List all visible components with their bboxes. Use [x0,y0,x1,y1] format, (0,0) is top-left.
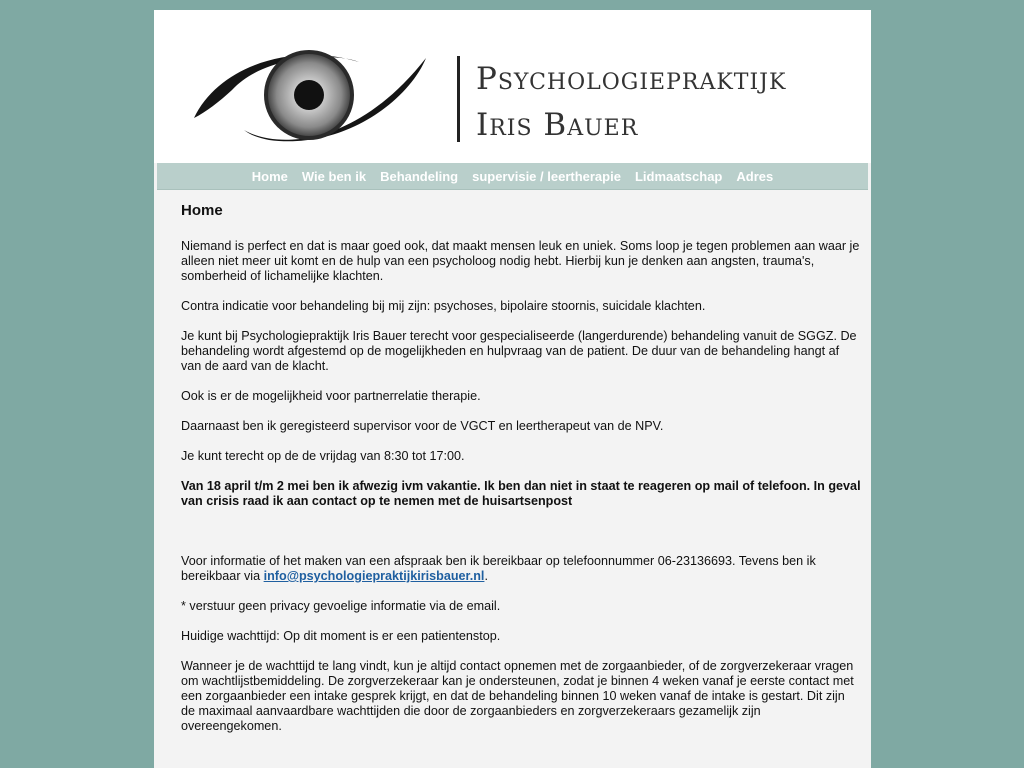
main-content [181,202,861,749]
main-nav [157,163,868,190]
contra-indication-paragraph: Contra indicatie voor behandeling bij mij zijn: psychoses, bipolaire stoornis, suicidale klachten. [181,299,706,313]
nav-adres[interactable]: Adres [736,168,774,184]
supervisor-paragraph: Daarnaast ben ik geregisteerd supervisor voor de VGCT en leertherapeut van de NPV. [181,419,664,433]
vacation-notice: Van 18 april t/m 2 mei ben ik afwezig ivm vakantie. Ik ben dan niet in staat te reageren op mail of telefoon. In geval van crisis raad ik aan contact op te nemen met de huisartsenpost [181,479,861,508]
email-link[interactable]: info@psychologiepraktijkirisbauer.nl [263,569,485,583]
contact-end: . [484,569,488,583]
privacy-note: * verstuur geen privacy gevoelige informatie via de email. [181,599,501,613]
partner-therapy-paragraph: Ook is er de mogelijkheid voor partnerrelatie therapie. [181,389,481,403]
waittime-paragraph: Huidige wachttijd: Op dit moment is er een patientenstop. [181,629,501,643]
contact-text: Voor informatie of het maken van een afspraak ben ik bereikbaar op telefoonnummer 06-23136693. Tevens ben ik bereikbaar via [181,554,816,583]
eye-logo-icon [184,40,434,150]
logo-title-line2: Iris Bauer [476,107,639,143]
page-title: Home [181,202,223,219]
waittime-info-paragraph: Wanneer je de wachttijd te lang vindt, kun je altijd contact opnemen met de zorgaanbieder, of de zorgverzekeraar vragen om wachtlijstbemiddeling. De zorgverzekeraar kan je ondersteunen, zodat je binnen 4 weken vanaf je eerste contact met een zorgaanbieder een intake gesprek krijgt, en dat de behandeling binnen 10 weken vanaf de intake is gestart. Dit zijn de maximaal aanvaardbare wachttijden die door de zorgaanbieders en zorgverzekeraars gezamelijk zijn overeengekomen. [181,659,854,733]
nav-supervisie[interactable]: supervisie / leertherapie [472,168,621,184]
intro-paragraph: Niemand is perfect en dat is maar goed ook, dat maakt mensen leuk en uniek. Soms loop je tegen problemen aan waar je alleen niet meer uit komt en de hulp van een psycholoog nodig hebt. Hierbij kun je denken aan angsten, trauma's, somberheid of lichamelijke klachten. [181,239,860,283]
nav-wie-ben-ik[interactable]: Wie ben ik [301,168,367,184]
nav-home[interactable]: Home [251,168,288,184]
site-header [154,10,871,163]
hours-paragraph: Je kunt terecht op de de vrijdag van 8:30 tot 17:00. [181,449,465,463]
nav-behandeling[interactable]: Behandeling [380,168,459,184]
logo-text [476,56,866,148]
page-container [154,10,871,768]
nav-lidmaatschap[interactable]: Lidmaatschap [634,168,723,184]
logo-divider [457,56,460,142]
logo-title-line1: Psychologiepraktijk [476,61,787,97]
spacer [181,524,861,554]
treatment-paragraph: Je kunt bij Psychologiepraktijk Iris Bauer terecht voor gespecialiseerde (langerdurende) behandeling vanuit de SGGZ. De behandeling wordt afgestemd op de mogelijkheden en hulpvraag van de patient. De duur van de behandeling hangt af van de aard van de klacht. [181,329,857,373]
contact-paragraph [181,554,861,584]
